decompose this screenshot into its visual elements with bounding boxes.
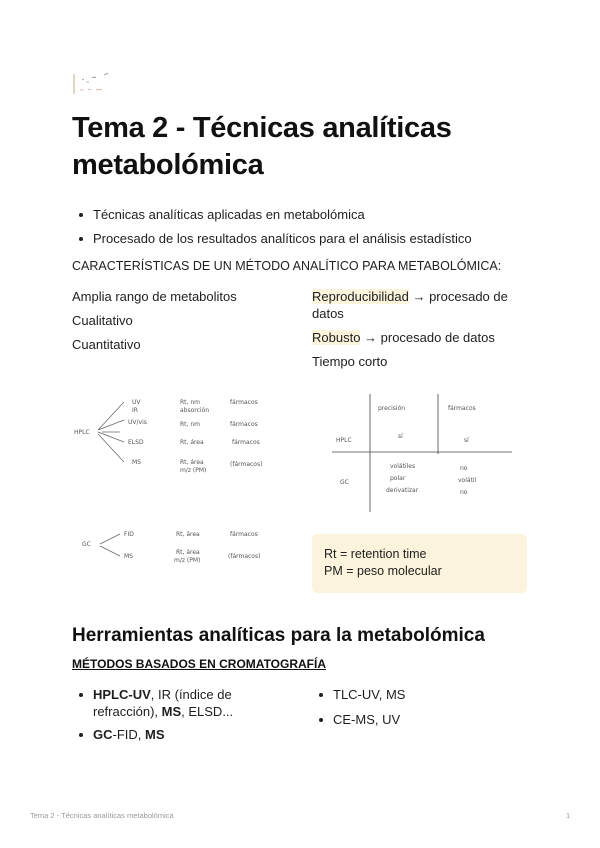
page-number: 1 (566, 811, 571, 820)
characteristic-item: Cuantitativo (72, 337, 141, 352)
characteristic-detail: → procesado de datos (312, 289, 508, 321)
section-heading: Herramientas analíticas para la metabolómica (72, 625, 485, 646)
svg-text:Rt, área: Rt, área (180, 439, 204, 446)
svg-text:UV: UV (132, 399, 141, 406)
svg-text:no: no (460, 465, 468, 472)
method-name: HPLC-UV (93, 687, 151, 702)
methods-list-left (72, 686, 272, 749)
characteristics-heading: CARACTERÍSTICAS DE UN MÉTODO ANALÍTICO PARA METABOLÓMICA: (72, 259, 502, 273)
svg-text:MS: MS (132, 459, 141, 466)
methods-list-right (312, 686, 512, 736)
highlighted-term: Reproducibilidad (312, 289, 409, 304)
svg-text:derivatizar: derivatizar (386, 487, 419, 494)
hplc-sketch-image (72, 392, 292, 492)
svg-text:fármacos: fármacos (230, 421, 258, 428)
page-title: Tema 2 - Técnicas analíticas metabolómica (72, 112, 452, 181)
svg-text:no: no (460, 489, 468, 496)
svg-text:volátiles: volátiles (390, 463, 416, 470)
svg-text:Rt, nm: Rt, nm (180, 421, 200, 428)
svg-text:fármacos: fármacos (232, 439, 260, 446)
svg-text:(fármacos): (fármacos) (228, 553, 261, 560)
svg-text:precisión: precisión (378, 405, 406, 412)
svg-text:Rt, área: Rt, área (176, 549, 200, 556)
characteristic-detail: → procesado de datos (360, 330, 495, 345)
callout-line: Rt = retention time (324, 547, 427, 561)
svg-text:IR: IR (132, 407, 138, 414)
chromatography-subheading: MÉTODOS BASADOS EN CROMATOGRAFÍA (72, 657, 327, 671)
svg-text:m/z (PM): m/z (PM) (180, 467, 207, 474)
intro-list (72, 206, 512, 254)
list-item: Procesado de los resultados analíticos para el análisis estadístico (72, 230, 512, 247)
method-name: MS (145, 727, 165, 742)
footer-title: Tema 2 - Técnicas analíticas metabolómica (30, 811, 174, 820)
characteristic-item (312, 329, 522, 346)
method-detail: , IR (índice de refracción), (93, 687, 232, 719)
list-item: CE-MS, UV (312, 711, 512, 728)
svg-text:Rt, nm: Rt, nm (180, 399, 200, 406)
comparison-table-sketch-image (330, 392, 515, 514)
characteristic-item: Amplia rango de metabolitos (72, 289, 237, 304)
list-item: Técnicas analíticas aplicadas en metabolómica (72, 206, 512, 223)
method-name: MS (161, 704, 182, 719)
svg-text:MS: MS (124, 553, 133, 560)
method-name: GC (93, 727, 113, 742)
svg-text:GC: GC (82, 541, 91, 548)
svg-text:Rt, área: Rt, área (176, 531, 200, 538)
svg-text:fármacos: fármacos (230, 531, 258, 538)
svg-text:fármacos: fármacos (230, 399, 258, 406)
svg-text:FID: FID (124, 531, 134, 538)
list-item: TLC-UV, MS (312, 686, 512, 703)
svg-text:sí: sí (464, 437, 469, 444)
svg-text:volátil: volátil (458, 477, 477, 484)
svg-text:sí: sí (398, 433, 403, 440)
list-item (72, 686, 272, 720)
characteristic-item: Cualitativo (72, 313, 133, 328)
method-detail: -FID, (112, 727, 145, 742)
svg-text:HPLC: HPLC (74, 429, 90, 436)
definitions-callout (312, 534, 527, 593)
method-detail: , ELSD... (181, 704, 234, 719)
svg-text:ELSD: ELSD (128, 439, 144, 446)
characteristic-item (312, 288, 522, 322)
svg-text:GC: GC (340, 479, 349, 486)
svg-text:fármacos: fármacos (448, 405, 476, 412)
svg-text:UV/vis: UV/vis (128, 419, 147, 426)
svg-text:HPLC: HPLC (336, 437, 352, 444)
svg-text:absorción: absorción (180, 407, 210, 414)
svg-text:polar: polar (390, 475, 406, 482)
characteristics-left-column (72, 288, 292, 360)
characteristics-right-column (312, 288, 522, 377)
list-item (72, 726, 272, 743)
svg-text:(fármacos): (fármacos) (230, 461, 263, 468)
gc-sketch-image (80, 522, 290, 572)
characteristic-item: Tiempo corto (312, 354, 388, 369)
svg-text:m/z (PM): m/z (PM) (174, 557, 201, 564)
svg-text:Rt, área: Rt, área (180, 459, 204, 466)
highlighted-term: Robusto (312, 330, 361, 345)
callout-line: PM = peso molecular (324, 564, 442, 578)
logo-icon (72, 72, 116, 96)
